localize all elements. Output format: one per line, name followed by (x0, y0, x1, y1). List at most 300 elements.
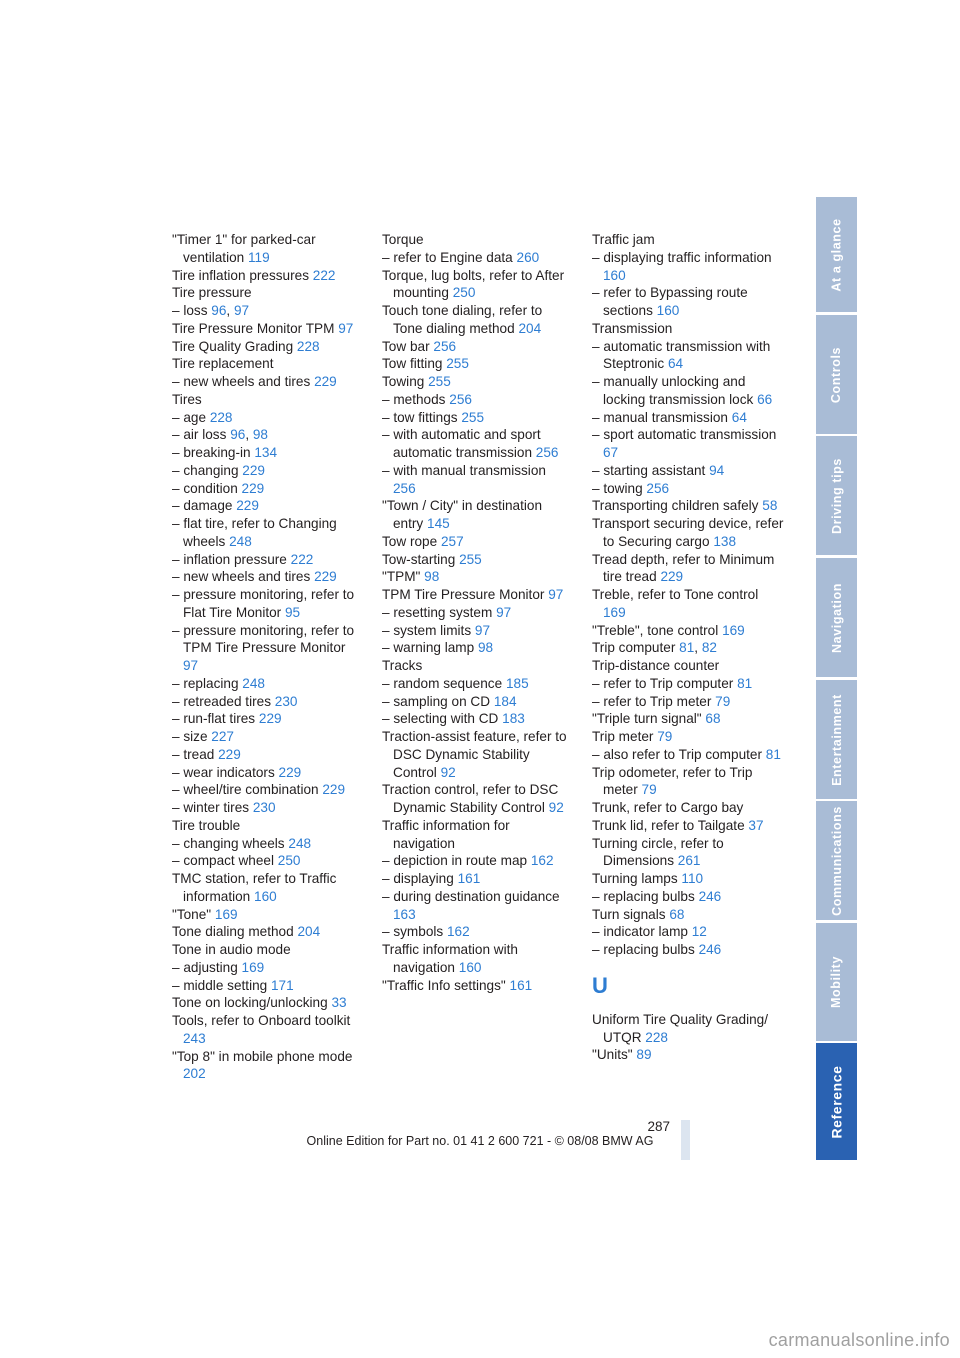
chapter-tab-entertainment[interactable] (816, 680, 857, 799)
index-entry-text: Traffic information for navigation (382, 817, 510, 851)
page-reference-link[interactable]: 96 (230, 427, 246, 443)
index-column-3-entries-u (592, 1011, 784, 1064)
index-entry (592, 835, 784, 871)
index-entry (172, 320, 362, 338)
index-entry (382, 373, 572, 391)
index-entry-text: – resetting system (382, 604, 493, 620)
section-heading-u: U (592, 972, 608, 998)
page-reference-link[interactable]: 97 (338, 320, 354, 336)
index-entry-text: Tow bar (382, 338, 430, 354)
page-reference-link[interactable]: 229 (241, 480, 265, 496)
index-entry-text: Tread depth, refer to Minimum tire tread (592, 551, 775, 585)
index-entry (592, 799, 784, 817)
page-reference-link[interactable]: 92 (548, 800, 564, 815)
page-reference-link[interactable]: 68 (705, 711, 721, 727)
index-entry-text: Trip-distance counter (592, 658, 720, 673)
page-reference-link[interactable]: 82 (701, 640, 717, 656)
index-entry (592, 231, 784, 249)
chapter-tab-communications[interactable] (816, 801, 857, 920)
index-entry-text: – air loss (172, 427, 227, 443)
index-entry (172, 923, 362, 941)
chapter-tab-label: At a glance (829, 217, 844, 292)
index-entry (592, 1046, 784, 1064)
page-reference-link[interactable]: 97 (496, 604, 512, 620)
index-entry-text: – methods (382, 391, 446, 407)
index-entry (592, 462, 784, 480)
index-entry-text: – breaking-in (172, 445, 251, 460)
index-entry-text: "Top 8" in mobile phone mode (172, 1048, 353, 1064)
index-entry-text: TPM Tire Pressure Monitor (382, 587, 545, 602)
index-entry (172, 355, 362, 373)
page-reference-link[interactable]: 246 (698, 942, 722, 957)
index-entry-text: Transporting children safely (592, 498, 759, 514)
index-entry (592, 675, 784, 693)
chapter-tab-label: Mobility (829, 955, 844, 1009)
index-entry-text: "Units" (592, 1047, 633, 1063)
page-reference-link[interactable]: 79 (715, 693, 731, 709)
page-reference-link[interactable]: 160 (656, 303, 680, 318)
index-entry (172, 622, 362, 675)
chapter-tab-label: Entertainment (829, 693, 844, 786)
index-entry-text: Turning lamps (592, 871, 678, 886)
page-reference-link[interactable]: 243 (183, 1030, 206, 1046)
index-entry (592, 817, 784, 835)
index-entry (172, 994, 362, 1012)
page-reference-link[interactable]: 228 (645, 1029, 668, 1045)
index-entry-text: – pressure monitoring, refer to TPM Tire Pressure Monitor (172, 622, 355, 656)
page-reference-link[interactable]: 256 (449, 391, 472, 407)
page-reference-link[interactable]: 163 (393, 906, 416, 922)
index-entry-text: – selecting with CD (382, 711, 499, 727)
page-reference-link[interactable]: 134 (254, 445, 278, 460)
page-reference-link[interactable]: 92 (440, 764, 456, 780)
page-reference-link[interactable]: 229 (322, 782, 346, 798)
index-entry (172, 284, 362, 302)
index-entry (172, 746, 362, 764)
page-reference-link[interactable]: 222 (312, 267, 336, 283)
page-reference-link[interactable]: 260 (516, 249, 540, 265)
page-reference-link[interactable]: 229 (258, 711, 282, 727)
index-entry (592, 284, 784, 320)
index-entry (172, 906, 362, 924)
index-entry-text: – compact wheel (172, 853, 275, 869)
page-reference-link[interactable]: 183 (502, 711, 525, 727)
watermark: carmanualsonline.info (768, 1330, 950, 1350)
page-reference-link[interactable]: 246 (698, 888, 722, 904)
index-entry (172, 799, 362, 817)
index-entry-text: – replacing bulbs (592, 888, 695, 904)
index-entry-text: Trunk lid, refer to Tailgate (592, 817, 745, 833)
index-entry-text: Tire Quality Grading (172, 338, 294, 354)
index-entry (382, 941, 572, 977)
index-entry (382, 781, 572, 817)
index-entry-text: Trip meter (592, 729, 654, 744)
page-reference-link[interactable]: 162 (446, 924, 470, 940)
index-entry-text: Torque, lug bolts, refer to After mounting (382, 267, 565, 301)
index-entry (172, 568, 362, 586)
index-entry (382, 231, 572, 249)
index-entry-text: – displaying (382, 871, 454, 886)
index-entry-text: Tires (172, 391, 202, 407)
index-entry (592, 746, 784, 764)
index-entry-text: Tracks (382, 658, 423, 673)
index-entry (382, 923, 572, 941)
page-reference-link[interactable]: 95 (284, 604, 301, 620)
index-entry-text: "Triple turn signal" (592, 711, 702, 727)
page-reference-link[interactable]: 250 (277, 853, 301, 869)
index-entry-text: – changing wheels (172, 835, 285, 851)
page-reference-link[interactable]: 222 (290, 551, 314, 567)
index-entry (172, 693, 362, 711)
index-entry-text: – new wheels and tires (172, 569, 311, 585)
index-entry-text: Trip computer (592, 640, 676, 656)
page-reference-link[interactable]: 248 (288, 835, 312, 851)
page-reference-link[interactable]: 97 (233, 303, 250, 318)
index-entry (382, 675, 572, 693)
index-entry-text: – winter tires (172, 800, 250, 815)
page-reference-link[interactable]: 255 (461, 409, 485, 425)
index-entry (592, 373, 784, 409)
index-entry-text: Tone on locking/unlocking (172, 995, 328, 1011)
page-reference-link[interactable]: 185 (505, 675, 529, 691)
index-entry: Trip computer 81, 82 (592, 640, 717, 656)
index-entry (172, 1048, 362, 1084)
index-entry-text: Traction-assist feature, refer to DSC Dynamic Stability Control (382, 729, 567, 780)
index-entry (172, 231, 362, 267)
page-reference-link[interactable]: 81 (737, 675, 753, 691)
page-reference-link[interactable]: 229 (314, 374, 337, 389)
index-entry-text: – flat tire, refer to Changing wheels (172, 516, 337, 549)
index-entry (592, 923, 784, 941)
page-reference-link[interactable]: 37 (748, 817, 764, 833)
index-entry-text: – condition (172, 480, 238, 496)
index-entry-text: – refer to Trip computer (592, 675, 734, 691)
index-entry (172, 941, 362, 959)
chapter-tab-navigation[interactable] (816, 558, 857, 677)
page-reference-link[interactable]: 229 (218, 746, 241, 762)
index-entry-text: Tire replacement (172, 356, 274, 372)
index-entry-text: – indicator lamp (592, 924, 688, 940)
index-entry (172, 338, 362, 356)
index-entry-text: – replacing (172, 675, 239, 691)
index-entry (382, 409, 572, 427)
index-entry (592, 338, 784, 374)
index-entry-text: TMC station, refer to Traffic information (172, 871, 337, 904)
page-reference-link[interactable]: 58 (762, 498, 778, 514)
index-entry (592, 710, 784, 728)
index-entry-text: – also refer to Trip computer (592, 746, 762, 762)
index-entry-text: – system limits (382, 622, 472, 638)
page-reference-link[interactable]: 229 (236, 498, 259, 514)
index-column-3 (592, 231, 784, 1064)
index-entry (172, 852, 362, 870)
index-entry (592, 320, 784, 338)
index-entry-text: "Town / City" in destination entry (382, 498, 543, 531)
page-reference-link[interactable]: 145 (427, 516, 450, 531)
page-reference-link[interactable]: 256 (646, 480, 670, 496)
page-reference-link[interactable]: 98 (424, 569, 440, 585)
page-reference-link[interactable]: 171 (271, 977, 294, 993)
index-entry-text: Traffic jam (592, 232, 655, 247)
index-entry-text: Tire trouble (172, 817, 241, 833)
page-reference-link[interactable]: 227 (211, 729, 234, 744)
page-reference-link[interactable]: 161 (457, 871, 481, 886)
index-entry (172, 781, 362, 799)
page-reference-link[interactable]: 79 (657, 729, 673, 744)
index-entry (382, 586, 572, 604)
page-reference-link[interactable]: 96 (211, 303, 227, 318)
index-entry (172, 267, 362, 285)
index-entry-text: Transmission (592, 320, 673, 336)
index-entry (172, 515, 362, 551)
page-reference-link[interactable]: 255 (446, 356, 469, 372)
index-entry (382, 533, 572, 551)
index-entry-text: Torque (382, 232, 424, 247)
page-reference-link[interactable]: 261 (677, 853, 701, 869)
page-reference-link[interactable]: 97 (183, 658, 199, 673)
page-reference-link[interactable]: 110 (681, 871, 704, 886)
page-reference-link[interactable]: 256 (393, 480, 416, 496)
index-entry-text: – age (172, 409, 207, 425)
index-entry-text: – middle setting (172, 977, 268, 993)
page-reference-link[interactable]: 229 (242, 462, 265, 478)
index-entry (592, 728, 784, 746)
index-entry (592, 906, 784, 924)
index-entry-text: Treble, refer to Tone control (592, 587, 759, 602)
index-entry (172, 835, 362, 853)
page-reference-link[interactable]: 169 (214, 906, 238, 922)
page-reference-link[interactable]: 81 (765, 746, 781, 762)
index-entry-text: Transport securing device, refer to Securing cargo (592, 516, 784, 549)
index-entry-text: – warning lamp (382, 640, 475, 656)
index-entry (592, 586, 784, 622)
index-entry (382, 888, 572, 924)
page-reference-link[interactable]: 255 (459, 551, 482, 567)
index-entry-text: – retreaded tires (172, 693, 271, 709)
page-reference-link[interactable]: 184 (493, 693, 517, 709)
page-reference-link[interactable]: 67 (603, 445, 619, 460)
page-reference-link[interactable]: 169 (722, 622, 745, 638)
page-reference-link[interactable]: 66 (757, 391, 773, 407)
index-entry (172, 373, 362, 391)
index-entry (592, 515, 784, 551)
chapter-tab-at-a-glance[interactable] (816, 197, 857, 312)
page-reference-link[interactable]: 81 (679, 640, 695, 656)
index-entry-text: Tone in audio mode (172, 942, 291, 957)
index-entry (172, 409, 362, 427)
page-reference-link[interactable]: 12 (691, 924, 707, 940)
page-reference-link[interactable]: 204 (518, 320, 542, 336)
index-entry (592, 497, 784, 515)
index-entry-text: – depiction in route map (382, 853, 528, 869)
page-reference-link[interactable]: 98 (252, 427, 268, 443)
page-reference-link[interactable]: 229 (278, 764, 302, 780)
page-reference-link[interactable]: 228 (209, 409, 233, 425)
index-entry (172, 710, 362, 728)
page-reference-link[interactable]: 33 (331, 995, 347, 1011)
index-entry-text: Trunk, refer to Cargo bay (592, 800, 744, 815)
page-reference-link[interactable]: 98 (477, 640, 494, 656)
index-entry-text: – manual transmission (592, 409, 728, 425)
index-column-1 (172, 231, 362, 1083)
page-reference-link[interactable]: 204 (297, 924, 321, 940)
index-entry-text: – adjusting (172, 959, 238, 975)
page-reference-link[interactable]: 229 (660, 569, 684, 585)
footer-text: Online Edition for Part no. 01 41 2 600 721 - © 08/08 BMW AG (306, 1134, 654, 1148)
index-entry-text: Tow fitting (382, 356, 443, 372)
index-entry-text: Touch tone dialing, refer to Tone dialing method (382, 303, 543, 336)
index-entry (172, 497, 362, 515)
chapter-tab-label: Communications (829, 805, 844, 916)
index-entry (172, 675, 362, 693)
index-entry (592, 426, 784, 462)
page-reference-link[interactable]: 228 (296, 338, 320, 354)
page-reference-link[interactable]: 248 (229, 533, 252, 549)
index-entry-text: – damage (172, 498, 233, 514)
page-reference-link[interactable]: 138 (713, 533, 737, 549)
page-reference-link[interactable]: 162 (530, 853, 554, 869)
page-reference-link[interactable]: 97 (474, 622, 491, 638)
chapter-tab-controls[interactable] (816, 315, 857, 434)
page-reference-link[interactable]: 160 (603, 267, 626, 283)
index-entry-text: – sampling on CD (382, 693, 491, 709)
index-entry (592, 249, 784, 285)
index-entry-text: "Treble", tone control (592, 622, 719, 638)
index-entry (592, 1011, 784, 1047)
index-entry-text: – towing (592, 480, 643, 496)
index-entry-text: Tire pressure (172, 285, 252, 301)
index-entry (592, 409, 784, 427)
page-reference-link[interactable]: 94 (709, 462, 725, 478)
page-reference-link[interactable]: 79 (641, 782, 657, 798)
index-entry-text: Uniform Tire Quality Grading/ UTQR (592, 1011, 769, 1045)
index-entry (382, 391, 572, 409)
index-entry-text: Towing (382, 374, 425, 389)
index-entry (172, 728, 362, 746)
index-entry (382, 977, 572, 995)
page-reference-link[interactable]: 169 (603, 604, 626, 620)
page-reference-link[interactable]: 250 (452, 285, 476, 301)
index-entry (592, 622, 784, 640)
index-entry-text: "TPM" (382, 569, 421, 585)
index-entry-text: – automatic transmission with Steptronic (592, 338, 771, 372)
page-reference-link[interactable]: 255 (428, 374, 451, 389)
index-entry (172, 977, 362, 995)
index-entry-text: – random sequence (382, 675, 503, 691)
index-entry-text: Traffic information with navigation (382, 942, 518, 975)
page-reference-link[interactable]: 202 (183, 1066, 206, 1082)
index-entry (382, 817, 572, 853)
page-reference-link[interactable]: 160 (254, 888, 277, 904)
page-reference-link[interactable]: 248 (242, 675, 265, 691)
index-entry-text: Tone dialing method (172, 924, 294, 940)
index-entry-text: Tow rope (382, 533, 438, 549)
page-reference-link[interactable]: 64 (668, 356, 684, 372)
page-reference-link[interactable]: 119 (248, 249, 270, 265)
index-entry (172, 586, 362, 622)
index-entry (592, 888, 784, 906)
page-reference-link[interactable]: 161 (509, 977, 533, 993)
index-entry (172, 551, 362, 569)
index-entry-text: – size (172, 729, 208, 744)
page-reference-link[interactable]: 97 (548, 587, 564, 602)
page-reference-link[interactable]: 230 (274, 693, 298, 709)
index-entry (382, 267, 572, 303)
index-entry-text: Tire inflation pressures (172, 267, 309, 283)
index-entry (172, 480, 362, 498)
page-reference-link[interactable]: 169 (241, 959, 265, 975)
index-entry: – loss 96, 97 (172, 303, 250, 318)
page-reference-link[interactable]: 64 (731, 409, 747, 425)
index-column-2 (382, 231, 572, 994)
chapter-tab-driving-tips[interactable] (816, 436, 857, 555)
page-reference-link[interactable]: 257 (440, 533, 464, 549)
index-entry (592, 693, 784, 711)
page-number: 287 (647, 1119, 670, 1134)
index-entry-text: "Tone" (172, 906, 212, 922)
index-entry-text: – sport automatic transmission (592, 427, 777, 443)
index-entry-text: – wear indicators (172, 764, 275, 780)
index-entry-text: Tow-starting (382, 551, 456, 567)
chapter-tab-label: Driving tips (829, 457, 844, 534)
index-entry-text: – inflation pressure (172, 551, 287, 567)
index-entry-text: – pressure monitoring, refer to Flat Tire Monitor (172, 587, 355, 620)
index-column-3-entries (592, 231, 784, 959)
index-entry (592, 480, 784, 498)
index-entry (172, 959, 362, 977)
index-entry (382, 604, 572, 622)
index-entry-text: – with automatic and sport automatic transmission (382, 427, 541, 460)
index-entry (172, 1012, 362, 1048)
index-entry (382, 622, 572, 640)
index-entry (382, 852, 572, 870)
index-entry (592, 870, 784, 888)
index-entry (382, 462, 572, 498)
index-entry-text: – displaying traffic information (592, 249, 772, 265)
index-entry (592, 551, 784, 587)
page-reference-link[interactable]: 89 (636, 1047, 652, 1063)
page-reference-link[interactable]: 68 (669, 906, 685, 922)
index-entry-text: Turn signals (592, 906, 666, 922)
page-reference-link[interactable]: 229 (314, 569, 337, 585)
page-reference-link[interactable]: 230 (252, 800, 276, 815)
index-entry-text: – new wheels and tires (172, 374, 311, 389)
index-entry: – air loss 96, 98 (172, 427, 268, 443)
index-entry (382, 551, 572, 569)
index-entry-text: Tire Pressure Monitor TPM (172, 320, 335, 336)
index-entry-text: – wheel/tire combination (172, 782, 319, 798)
index-entry (382, 302, 572, 338)
index-entry (382, 426, 572, 462)
index-entry (172, 817, 362, 835)
index-entry-text: – run-flat tires (172, 711, 256, 727)
index-entry (172, 391, 362, 409)
index-entry (382, 693, 572, 711)
index-entry (382, 568, 572, 586)
page-reference-link[interactable]: 160 (458, 959, 482, 975)
index-entry-text: "Timer 1" for parked-car ventilation (172, 232, 316, 265)
index-entry (172, 444, 362, 462)
index-entry-text: – tread (172, 746, 215, 762)
page-reference-link[interactable]: 256 (535, 445, 559, 460)
chapter-tab-mobility[interactable] (816, 923, 857, 1041)
index-entry-text: – refer to Trip meter (592, 693, 712, 709)
page-reference-link[interactable]: 256 (433, 338, 457, 354)
index-entry-text: "Traffic Info settings" (382, 977, 506, 993)
index-entry-text: Turning circle, refer to Dimensions (592, 835, 724, 869)
index-entry (592, 941, 784, 959)
index-entry (592, 764, 784, 800)
